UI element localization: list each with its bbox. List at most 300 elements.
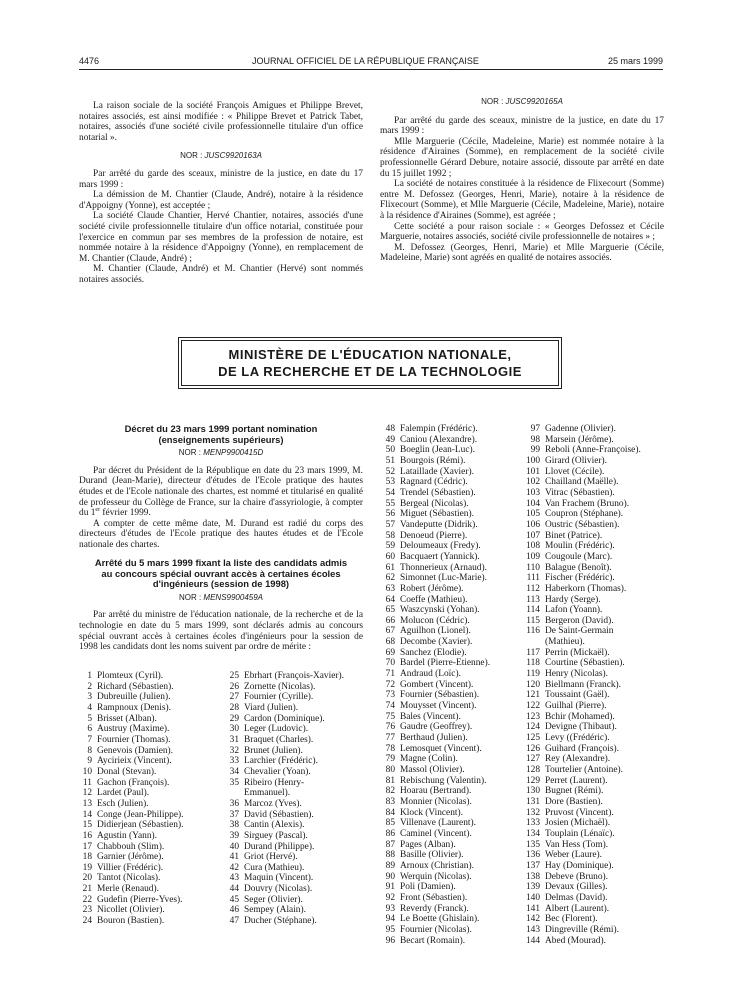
candidate-name: Guihard (François).: [545, 743, 619, 754]
list-item: [79, 799, 183, 810]
nor-code: JUSC9920163A: [204, 151, 262, 161]
list-item: [522, 733, 641, 744]
candidate-name: Conge (Jean-Philippe).: [97, 809, 184, 820]
candidate-name: Garnier (Jérôme).: [97, 852, 164, 863]
candidate-name: Villenave (Laurent).: [400, 818, 476, 829]
candidate-name: Debeve (Bruno).: [545, 871, 608, 882]
list-item: [380, 733, 490, 744]
list-item: [380, 488, 490, 499]
rank-number: 80: [385, 765, 395, 775]
candidate-name: Emmanuel).: [244, 788, 291, 799]
list-item: [380, 637, 490, 648]
candidate-name: Falempin (Frédéric).: [400, 424, 478, 434]
list-item: [79, 863, 183, 874]
rank-number: 144: [525, 935, 540, 946]
candidate-name: Devigne (Thibaut).: [545, 722, 617, 733]
list-item: [224, 916, 344, 927]
list-item: [224, 692, 344, 703]
list-item: [522, 499, 641, 510]
list-item: [224, 767, 344, 778]
rank-number: 102: [525, 477, 540, 488]
list-item: [522, 563, 641, 574]
candidate-name: Oustric (Sébastien).: [545, 519, 620, 530]
list-item: [380, 563, 490, 574]
candidate-name: Becart (Romain).: [400, 935, 466, 946]
candidate-name: De Saint-Germain: [545, 626, 614, 637]
list-item: [522, 914, 641, 925]
list-item: [522, 680, 641, 691]
list-item: [522, 882, 641, 893]
list-item: [380, 658, 490, 669]
list-item: [522, 669, 641, 680]
rank-number: 133: [525, 818, 540, 829]
candidate-name: Villier (Frédéric).: [97, 862, 164, 873]
paragraph: M. Chantier (Claude, André) et M. Chantier (Hervé) sont nommés notaires associés.: [79, 264, 363, 285]
rank-number: 75: [385, 711, 395, 722]
candidate-name: Bouron (Bastien).: [97, 916, 165, 927]
rank-number: 37: [229, 809, 239, 820]
list-item: [380, 573, 490, 584]
candidate-name: Van Hess (Tom).: [545, 839, 609, 850]
list-item: [380, 904, 490, 915]
list-item: [380, 701, 490, 712]
list-item: [380, 541, 490, 552]
rank-number: 64: [385, 594, 395, 605]
rank-number: 130: [525, 786, 540, 797]
paragraph: La société Claude Chantier, Hervé Chantier, notaires, associés d'une société civile professionnelle titulaire d'un office notarial, constituée pour l'exercice en commun par ses membres de la profession de notaire, est nommée notaire à la résidence d'Appoigny (Yonne), en remplacement de M. Chantier (Claude, André) ;: [79, 211, 363, 264]
list-item: [380, 520, 490, 531]
rank-number: 121: [525, 690, 540, 701]
candidate-name: Chabbouh (Slim).: [97, 841, 165, 852]
rank-number: 10: [82, 766, 92, 777]
rank-number: 96: [385, 935, 395, 946]
paragraph: La société de notaires constituée à la résidence de Flixecourt (Somme) entre M. Defossez (Georges, Henri, Marie), notaire à la résidence de Flixecourt (Somme), et Mlle Marguerie (Cécile, Madeleine, Marie), notaire à la résidence d'Airaines (Somme), est agréée ;: [380, 179, 664, 221]
rank-number: 81: [385, 775, 395, 786]
list-item: [380, 818, 490, 829]
list-item: [380, 840, 490, 851]
rank-number: 70: [385, 658, 395, 669]
list-item: [522, 467, 641, 478]
rank-number: 95: [385, 924, 395, 935]
candidate-name: Bchir (Mohamed).: [545, 711, 615, 722]
candidate-name: Cougoule (Marc).: [545, 551, 613, 562]
list-item: [79, 831, 183, 842]
rank-number: 9: [87, 756, 92, 767]
list-item: [522, 445, 641, 456]
rank-number: 126: [525, 743, 540, 754]
list-item: [522, 424, 641, 435]
list-item: [522, 861, 641, 872]
list-item: [522, 850, 641, 861]
rank-number: 68: [385, 637, 395, 648]
candidate-name: Donal (Stevan).: [97, 766, 157, 777]
candidate-name: Seger (Olivier).: [244, 894, 303, 905]
rank-number: 134: [525, 828, 540, 839]
rank-number: 36: [229, 798, 239, 809]
candidate-name: Waszcynski (Yohan).: [400, 605, 480, 616]
list-item: [380, 690, 490, 701]
list-item: [380, 776, 490, 787]
candidate-name: Touplain (Lénaïc).: [545, 828, 615, 839]
candidate-name: Sirguey (Pascal).: [244, 830, 308, 841]
rank-number: 139: [525, 882, 540, 893]
candidate-name: Fournier (Cyrille).: [244, 692, 314, 703]
candidate-name: Pages (Alban).: [400, 839, 456, 850]
list-item: [380, 850, 490, 861]
rank-number: 114: [526, 605, 540, 616]
candidate-name: Reboli (Anne-Françoise).: [545, 445, 641, 456]
paragraph: Par arrêté du garde des sceaux, ministre de la justice, en date du 17 mars 1999 :: [380, 115, 664, 137]
candidate-name: Devaux (Gilles).: [545, 882, 608, 893]
list-item: [522, 520, 641, 531]
list-item: [522, 925, 641, 936]
list-item: [522, 690, 641, 701]
nor-code: MENP9900415D: [203, 448, 264, 458]
rank-number: 5: [87, 713, 92, 724]
candidate-name: Coeffe (Mathieu).: [400, 594, 468, 605]
candidate-name: Basille (Olivier).: [400, 850, 464, 861]
list-item: [380, 893, 490, 904]
candidate-name: Plomteux (Cyril).: [97, 671, 164, 681]
nor-code: MENS9900459A: [203, 592, 264, 602]
candidate-name: Fischer (Frédéric).: [545, 573, 615, 584]
candidate-name: Bergeal (Nicolas).: [400, 498, 469, 509]
rank-number: 25: [229, 671, 239, 681]
paragraph: La démission de M. Chantier (Claude, André), notaire à la résidence d'Appoigny (Yonne), est acceptée ;: [79, 190, 363, 211]
rank-number: 45: [229, 894, 239, 905]
rank-number: 108: [525, 541, 540, 552]
candidate-name: Trendel (Sébastien).: [400, 487, 476, 498]
rank-number: 69: [385, 647, 395, 658]
candidate-name: Lardet (Paul).: [97, 788, 150, 799]
candidate-name: Tourtelier (Antoine).: [545, 765, 623, 775]
list-item: [224, 831, 344, 842]
list-item: [522, 616, 641, 627]
rank-number: 2: [87, 681, 92, 692]
candidate-name: Molucon (Cédric).: [400, 615, 470, 626]
list-item: [522, 701, 641, 712]
list-item: [380, 936, 490, 947]
list-item: [380, 786, 490, 797]
candidate-name: Larchier (Frédéric).: [244, 756, 318, 767]
candidate-name: Douvry (Nicolas).: [244, 884, 313, 895]
candidate-name: Thonnerieux (Arnaud).: [400, 562, 487, 573]
paragraph: Cette société a pour raison sociale : « Georges Defossez et Cécile Marguerie, notaires associés, société civile professionnelle de notaires » ;: [380, 221, 664, 243]
list-item: [224, 873, 344, 884]
list-item: [224, 895, 344, 906]
page-number: 4476: [79, 56, 100, 66]
list-item: [522, 722, 641, 733]
list-item: [380, 605, 490, 616]
rank-number: 29: [229, 713, 239, 724]
list-item: [522, 435, 641, 446]
list-item: [380, 808, 490, 819]
rank-number: 106: [525, 519, 540, 530]
candidate-name: Binet (Patrice).: [545, 530, 603, 541]
list-item: [380, 626, 490, 637]
candidate-name: Didierjean (Sébastien).: [97, 820, 184, 831]
rank-number: 122: [525, 701, 540, 712]
list-item: [224, 671, 344, 682]
top-left-section: [79, 101, 363, 286]
list-item: [79, 895, 183, 906]
candidate-name: Hardy (Serge).: [545, 594, 601, 605]
list-item: [224, 682, 344, 693]
candidate-name: Henry (Nicolas).: [545, 669, 608, 680]
list-item: [224, 884, 344, 895]
candidate-name: Gadenne (Olivier).: [545, 424, 616, 434]
rank-number: 56: [385, 509, 395, 520]
candidate-name: Lafon (Yoann).: [545, 605, 603, 616]
rank-number: 113: [526, 594, 540, 605]
candidate-name: Pruvost (Vincent).: [545, 807, 614, 818]
candidate-name: Sempey (Alain).: [244, 905, 306, 916]
list-item: [522, 829, 641, 840]
list-item: [380, 499, 490, 510]
arrete-title: Arrêté du 5 mars 1999 fixant la liste des candidats admis au concours spécial ouvrant accès à certaines écoles d'ingénieurs (session de 1998): [94, 557, 348, 590]
rank-number: 135: [525, 839, 540, 850]
candidate-name: Caniou (Alexandre).: [400, 434, 478, 445]
rank-number: 77: [385, 733, 395, 744]
rank-number: 43: [229, 873, 239, 884]
candidate-name: Llovet (Cécile).: [545, 466, 605, 477]
candidate-name: Dingreville (Rémi).: [545, 924, 619, 935]
rank-number: 91: [385, 882, 395, 893]
list-item: [79, 692, 183, 703]
candidate-name: Guilhal (Pierre).: [545, 701, 607, 712]
rank-number: 58: [385, 530, 395, 541]
list-item: [522, 541, 641, 552]
candidate-name: Magne (Colin).: [400, 754, 458, 765]
rank-number: 141: [525, 903, 540, 914]
header-rule: [79, 69, 663, 70]
rank-number: 124: [525, 722, 540, 733]
candidate-name: Moulin (Frédéric).: [545, 541, 615, 552]
list-item: [224, 788, 344, 799]
rank-number: [224, 788, 239, 799]
candidate-name: Rebischung (Valentin).: [400, 775, 487, 786]
nor-reference: NOR : MENS9900459A: [178, 592, 264, 602]
paragraph: La raison sociale de la société François Amigues et Philippe Brevet, notaires associés, est ainsi modifiée : « Philippe Brevet et Patrick Tabet, notaires, associés d'une société civile professionnelle titulaire d'un office notarial ».: [79, 101, 363, 143]
rank-number: 48: [385, 424, 395, 434]
nor-reference: NOR : JUSC9920163A: [180, 151, 262, 161]
list-item: [522, 818, 641, 829]
candidate-name: Esch (Julien).: [97, 798, 149, 809]
candidate-name: Courtine (Sébastien).: [545, 658, 625, 669]
candidate-name: Reverdy (Franck).: [400, 903, 469, 914]
rank-number: 49: [385, 434, 395, 445]
list-item: [380, 925, 490, 936]
list-item: [522, 648, 641, 659]
rank-number: 6: [87, 724, 92, 735]
list-item: [380, 477, 490, 488]
list-item: [380, 680, 490, 691]
candidate-name: Ebrhart (François-Xavier).: [244, 671, 344, 681]
candidate-name: Hay (Dominique).: [545, 860, 614, 871]
list-item: [522, 840, 641, 851]
rank-number: 1: [87, 671, 92, 681]
candidate-name: Boeglin (Jean-Luc).: [400, 445, 475, 456]
candidate-name: Van Frachem (Bruno).: [545, 498, 630, 509]
list-item: [380, 584, 490, 595]
list-item: [522, 658, 641, 669]
candidate-name: Fournier (Nicolas).: [400, 924, 472, 935]
list-item: [224, 746, 344, 757]
list-item: [380, 872, 490, 883]
candidate-name: Griot (Hervé).: [244, 852, 298, 863]
rank-number: 104: [525, 498, 540, 509]
rank-number: 27: [229, 692, 239, 703]
candidate-name: Marcoz (Yves).: [244, 798, 302, 809]
list-item: [522, 744, 641, 755]
list-item: [224, 863, 344, 874]
rank-number: 35: [229, 777, 239, 788]
rank-number: 12: [82, 788, 92, 799]
candidate-name: Josien (Michaël).: [545, 818, 611, 829]
candidate-name: Weber (Laure).: [545, 850, 603, 861]
rank-number: 110: [526, 562, 540, 573]
list-item: [224, 852, 344, 863]
list-item: [380, 648, 490, 659]
candidate-name: Klock (Vincent).: [400, 807, 463, 818]
list-item: [380, 509, 490, 520]
list-item: [522, 904, 641, 915]
rank-number: 59: [385, 541, 395, 552]
rank-number: 117: [526, 647, 540, 658]
rank-number: 30: [229, 724, 239, 735]
candidate-name: Cura (Mathieu).: [244, 862, 305, 873]
rank-number: 50: [385, 445, 395, 456]
list-item: [380, 861, 490, 872]
rank-number: 60: [385, 551, 395, 562]
journal-title: JOURNAL OFFICIEL DE LA RÉPUBLIQUE FRANÇAISE: [252, 56, 479, 66]
rank-number: 23: [82, 905, 92, 916]
rank-number: 11: [82, 777, 92, 788]
candidate-name: Agustin (Yann).: [97, 830, 157, 841]
rank-number: 123: [525, 711, 540, 722]
rank-number: 138: [525, 871, 540, 882]
candidate-name: Bales (Vincent).: [400, 711, 461, 722]
rank-number: 54: [385, 487, 395, 498]
candidate-list-col-3: [380, 424, 490, 946]
candidate-name: Rey (Alexandre).: [545, 754, 611, 765]
rank-number: 55: [385, 498, 395, 509]
rank-number: 26: [229, 681, 239, 692]
rank-number: 65: [385, 605, 395, 616]
list-item: [224, 724, 344, 735]
candidate-name: Durand (Philippe).: [244, 841, 315, 852]
rank-number: 87: [385, 839, 395, 850]
list-item: [380, 595, 490, 606]
candidate-name: Mouysset (Vincent).: [400, 701, 477, 712]
candidate-name: Ribeiro (Henry-: [244, 777, 305, 788]
candidate-name: Richard (Sébastien).: [97, 681, 174, 692]
list-item: [522, 509, 641, 520]
rank-number: 46: [229, 905, 239, 916]
candidate-name: Berthaud (Julien).: [400, 733, 468, 744]
list-item: [522, 595, 641, 606]
rank-number: 63: [385, 583, 395, 594]
rank-number: 103: [525, 487, 540, 498]
candidate-name: Front (Sébastien).: [400, 892, 468, 903]
candidate-name: Deloumeaux (Fredy).: [400, 541, 481, 552]
rank-number: 67: [385, 626, 395, 637]
candidate-name: Gombert (Vincent).: [400, 679, 474, 690]
candidate-name: Cardon (Dominique).: [244, 713, 325, 724]
candidate-name: Lemosquet (Vincent).: [400, 743, 482, 754]
candidate-name: Balague (Benoît).: [545, 562, 612, 573]
candidate-name: Sanchez (Elodie).: [400, 647, 467, 658]
ministry-heading: [181, 340, 559, 386]
rank-number: 19: [82, 862, 92, 873]
list-item: [380, 435, 490, 446]
candidate-name: Brisset (Alban).: [97, 713, 157, 724]
rank-number: 129: [525, 775, 540, 786]
rank-number: 84: [385, 807, 395, 818]
paragraph: Par arrêté du garde des sceaux, ministre de la justice, en date du 17 mars 1999 :: [79, 168, 363, 190]
list-item: [522, 488, 641, 499]
candidate-name: Bugnet (Rémi).: [545, 786, 604, 797]
list-item: [380, 914, 490, 925]
candidate-name: Coupron (Stéphane).: [545, 509, 624, 520]
list-item: [380, 669, 490, 680]
list-item: [380, 712, 490, 723]
candidate-name: Vitrac (Sébastien).: [545, 487, 615, 498]
list-item: [522, 786, 641, 797]
rank-number: 20: [82, 873, 92, 884]
list-item: [224, 820, 344, 831]
candidate-name: Caminel (Vincent).: [400, 828, 472, 839]
candidate-name: Gaudre (Geoffrey).: [400, 722, 473, 733]
rank-number: 119: [526, 669, 540, 680]
candidate-name: Marsein (Jérôme).: [545, 434, 614, 445]
list-item: [79, 735, 183, 746]
rank-number: 99: [530, 445, 540, 456]
rank-number: 73: [385, 690, 395, 701]
candidate-list-col-2: [224, 671, 344, 927]
list-item: [79, 756, 183, 767]
list-item: [522, 936, 641, 947]
rank-number: 24: [82, 916, 92, 927]
list-item: [79, 788, 183, 799]
candidate-name: Chevalier (Yoan).: [244, 766, 311, 777]
nor-reference: NOR : JUSC9920165A: [481, 97, 563, 106]
rank-number: 88: [385, 850, 395, 861]
rank-number: 79: [385, 754, 395, 765]
candidate-list-col-4: [522, 424, 641, 946]
rank-number: 28: [229, 702, 239, 713]
candidate-name: Bec (Florent).: [545, 914, 598, 925]
rank-number: 66: [385, 615, 395, 626]
rank-number: 17: [82, 841, 92, 852]
rank-number: 142: [525, 914, 540, 925]
list-item: [380, 552, 490, 563]
candidate-name: Viard (Julien).: [244, 702, 299, 713]
rank-number: 16: [82, 830, 92, 841]
candidate-name: Zornette (Nicolas).: [244, 681, 316, 692]
rank-number: 105: [525, 509, 540, 520]
candidate-name: Bardel (Pierre-Etienne).: [400, 658, 491, 669]
candidate-name: Girard (Olivier).: [545, 455, 607, 466]
rank-number: 34: [229, 766, 239, 777]
rank-number: [522, 637, 540, 648]
list-item: [522, 552, 641, 563]
list-item: [380, 722, 490, 733]
rank-number: 52: [385, 466, 395, 477]
candidate-name: Biellmann (Franck).: [545, 679, 622, 690]
list-item: [522, 637, 641, 648]
list-item: [224, 714, 344, 725]
